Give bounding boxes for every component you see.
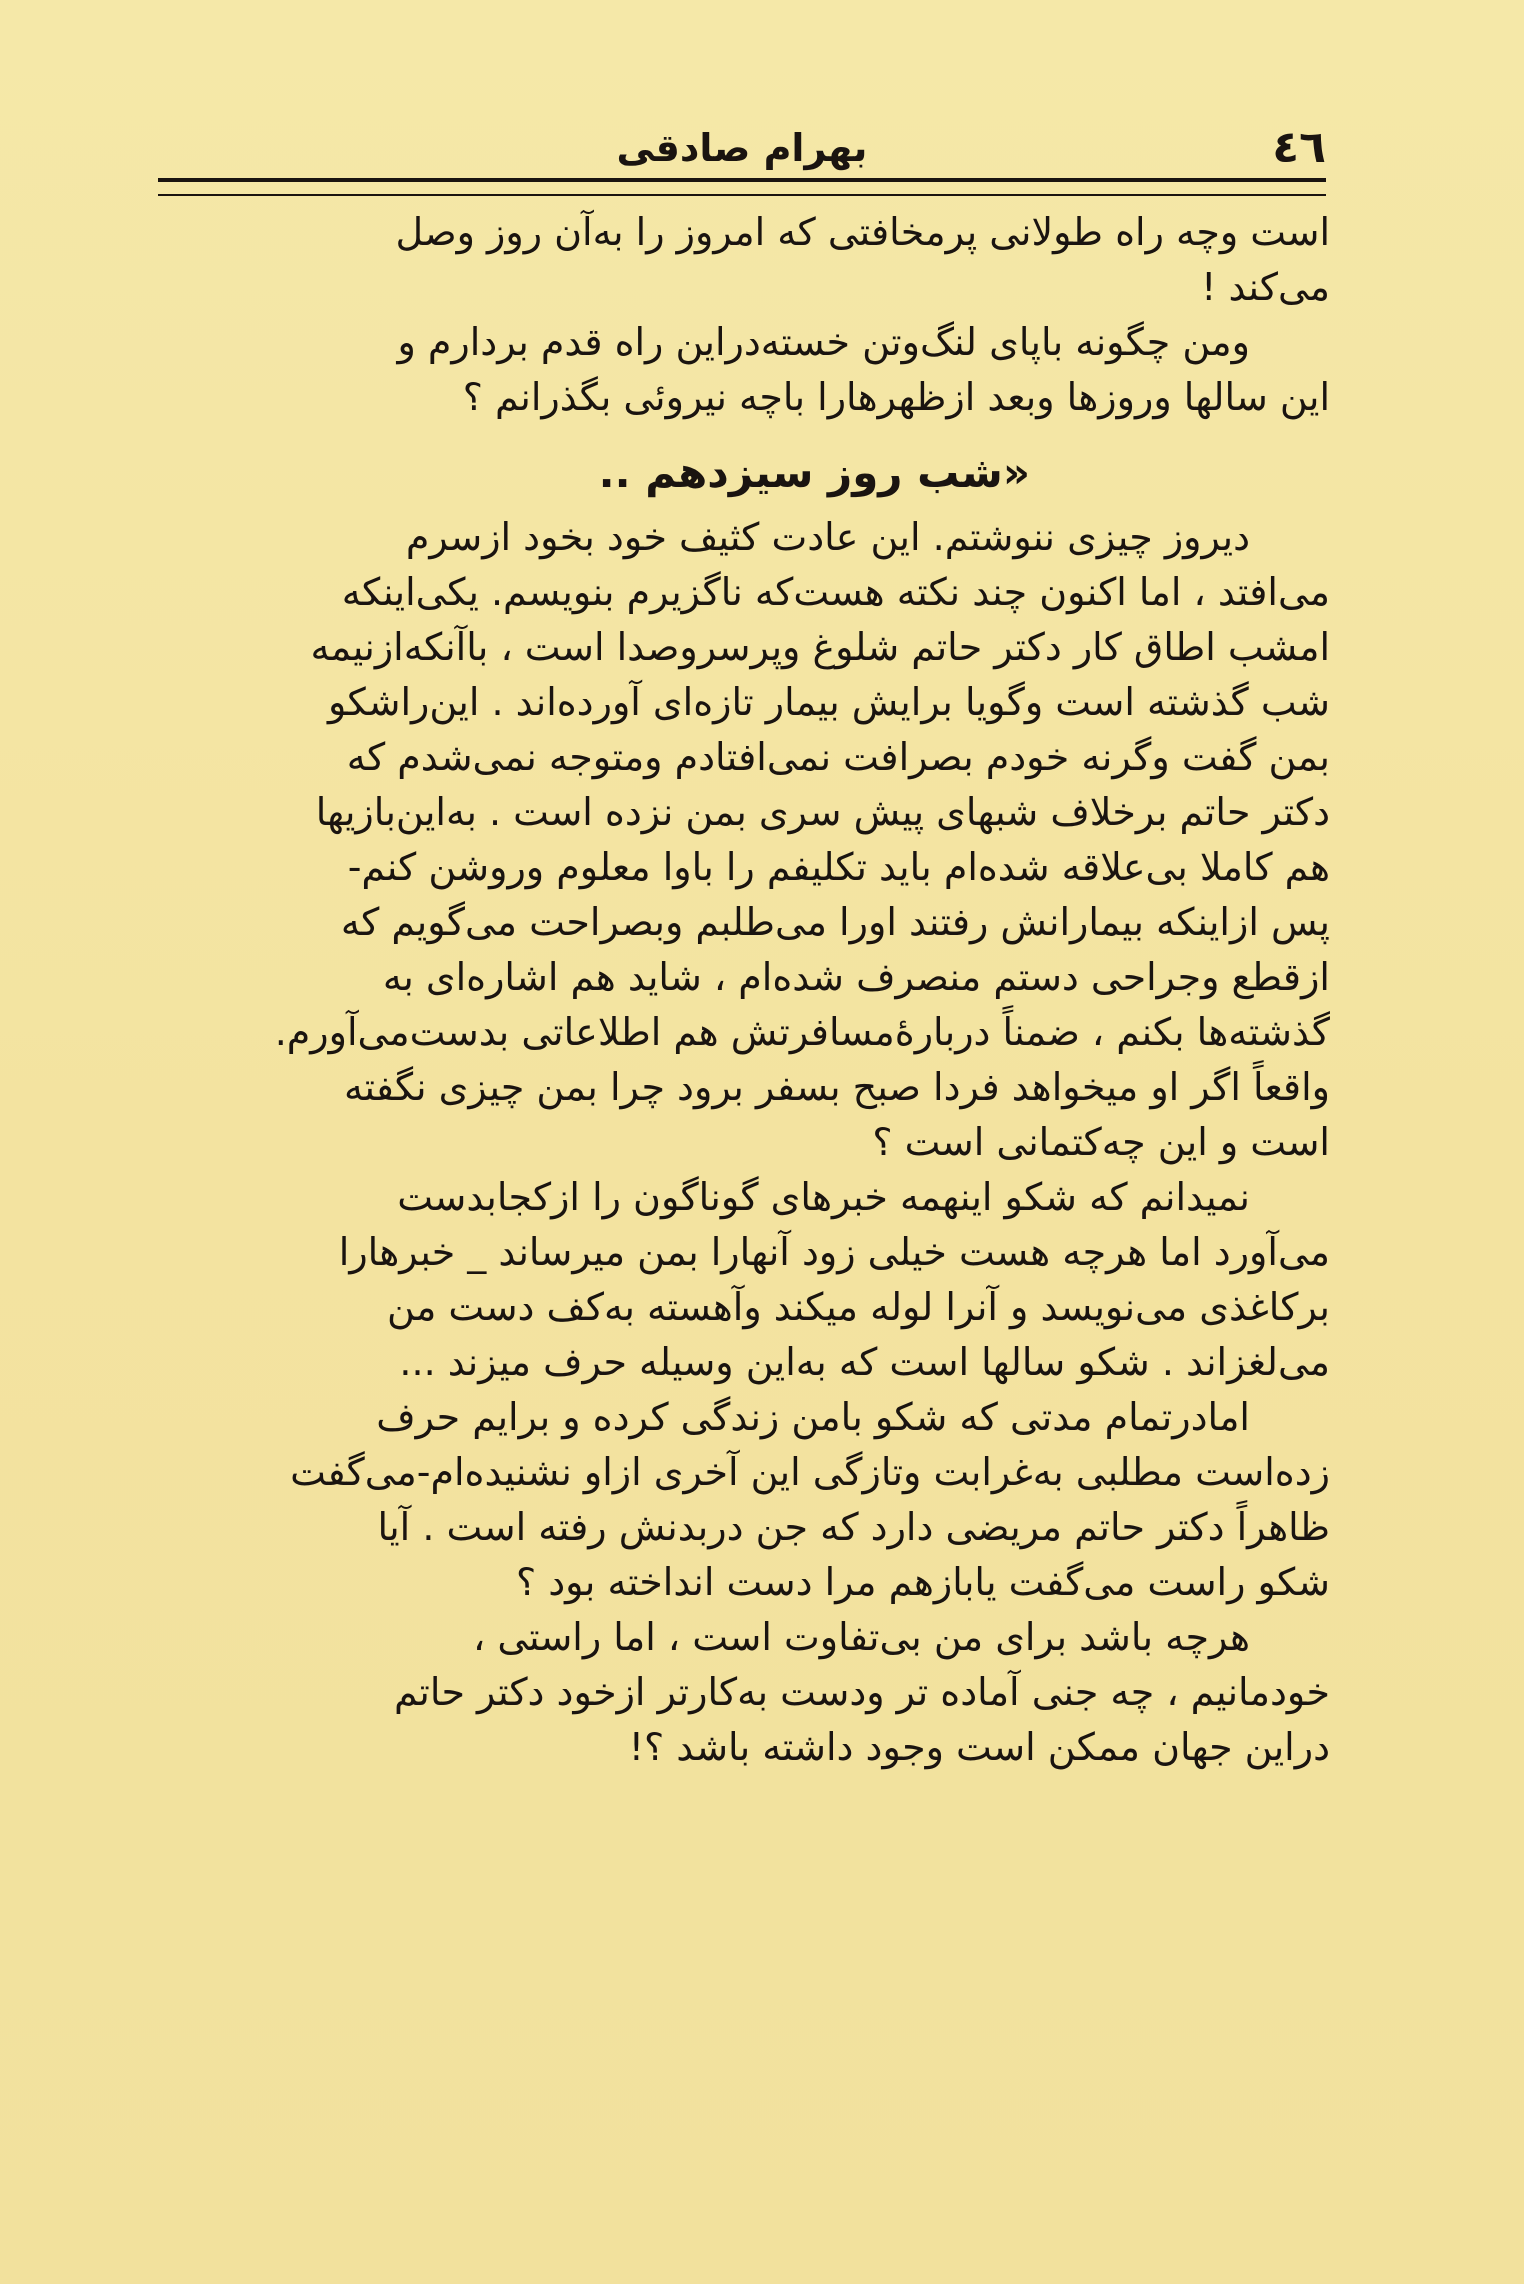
page-header xyxy=(158,118,1326,178)
paragraph xyxy=(150,205,1330,425)
text-line: می‌لغزاند . شکو سالها است که به‌این وسیله حرف میزند ... xyxy=(399,1340,1330,1384)
text-line: این سالها وروزها وبعد ازظهرهارا باچه نیروئی بگذرانم ؟ xyxy=(462,375,1330,419)
text-line: ازقطع وجراحی دستم منصرف شده‌ام ، شاید هم اشاره‌ای به xyxy=(382,955,1330,999)
text-line: ومن چگونه باپای لنگ‌وتن خسته‌دراین راه قدم بردارم و xyxy=(397,320,1250,364)
text-line: دیروز چیزی ننوشتم. این عادت کثیف خود بخود ازسرم xyxy=(405,515,1250,559)
paragraph xyxy=(150,1610,1330,1775)
text-line: امادرتمام مدتی که شکو بامن زندگی کرده و برایم حرف xyxy=(376,1395,1250,1439)
text-line: شب گذشته است وگویا برایش بیمار تازه‌ای آورده‌اند . این‌راشکو xyxy=(328,680,1330,724)
text-line: هم کاملا بی‌علاقه شده‌ام باید تکلیفم را باوا معلوم وروشن کنم- xyxy=(347,845,1330,889)
text-line: ظاهراً دکتر حاتم مریضی دارد که جن دربدنش رفته است . آیا xyxy=(377,1505,1330,1549)
text-line: شکو راست می‌گفت یابازهم مرا دست انداخته بود ؟ xyxy=(515,1560,1330,1604)
text-line: هرچه باشد برای من بی‌تفاوت است ، اما راستی ، xyxy=(472,1615,1250,1659)
section-title: «شب روز سیزدهم .. xyxy=(598,448,1030,497)
text-line: است و این چه‌کتمانی است ؟ xyxy=(872,1120,1330,1164)
running-head: بهرام صادقی xyxy=(616,126,868,170)
text-line: نمیدانم که شکو اینهمه خبرهای گوناگون را ازکجابدست xyxy=(397,1175,1250,1219)
text-line: بمن گفت وگرنه خودم بصرافت نمی‌افتادم ومتوجه نمی‌شدم که xyxy=(346,735,1330,779)
page-body xyxy=(150,205,1330,1775)
text-line: دراین جهان ممکن است وجود داشته باشد ؟! xyxy=(628,1725,1330,1769)
text-line: واقعاً اگر او میخواهد فردا صبح بسفر برود چرا بمن چیزی نگفته xyxy=(343,1065,1330,1109)
text-line: برکاغذی می‌نویسد و آنرا لوله میکند وآهسته به‌کف دست من xyxy=(387,1285,1330,1329)
text-line: دکتر حاتم برخلاف شبهای پیش سری بمن نزده است . به‌این‌بازیها xyxy=(315,790,1330,834)
header-rule xyxy=(158,178,1326,196)
text-line: است وچه راه طولانی پرمخافتی که امروز را به‌آن روز وصل xyxy=(395,210,1330,254)
text-line: خودمانیم ، چه جنی آماده تر ودست به‌کارتر ازخود دکتر حاتم xyxy=(394,1670,1330,1714)
page-number: ٤٦ xyxy=(1272,122,1326,173)
paragraph xyxy=(150,1390,1330,1610)
text-line: می‌افتد ، اما اکنون چند نکته هست‌که ناگزیرم بنویسم. یکی‌اینکه xyxy=(341,570,1330,614)
text-line: زده‌است مطلبی به‌غرابت وتازگی این آخری ازاو نشنیده‌ام-می‌گفت xyxy=(290,1450,1330,1494)
paragraph xyxy=(150,510,1330,1170)
text-line: گذشته‌ها بکنم ، ضمناً درباره‌ٔمسافرتش هم اطلاعاتی بدست‌می‌آورم. xyxy=(274,1010,1330,1054)
paragraph xyxy=(150,1170,1330,1390)
text-line: می‌آورد اما هرچه هست خیلی زود آنهارا بمن میرساند _ خبرهارا xyxy=(338,1230,1330,1274)
text-line: پس ازاینکه بیمارانش رفتند اورا می‌طلبم وبصراحت می‌گویم که xyxy=(340,900,1330,944)
text-line: می‌کند ! xyxy=(1201,265,1330,309)
text-line: امشب اطاق کار دکتر حاتم شلوغ وپرسروصدا است ، باآنکه‌ازنیمه xyxy=(310,625,1330,669)
